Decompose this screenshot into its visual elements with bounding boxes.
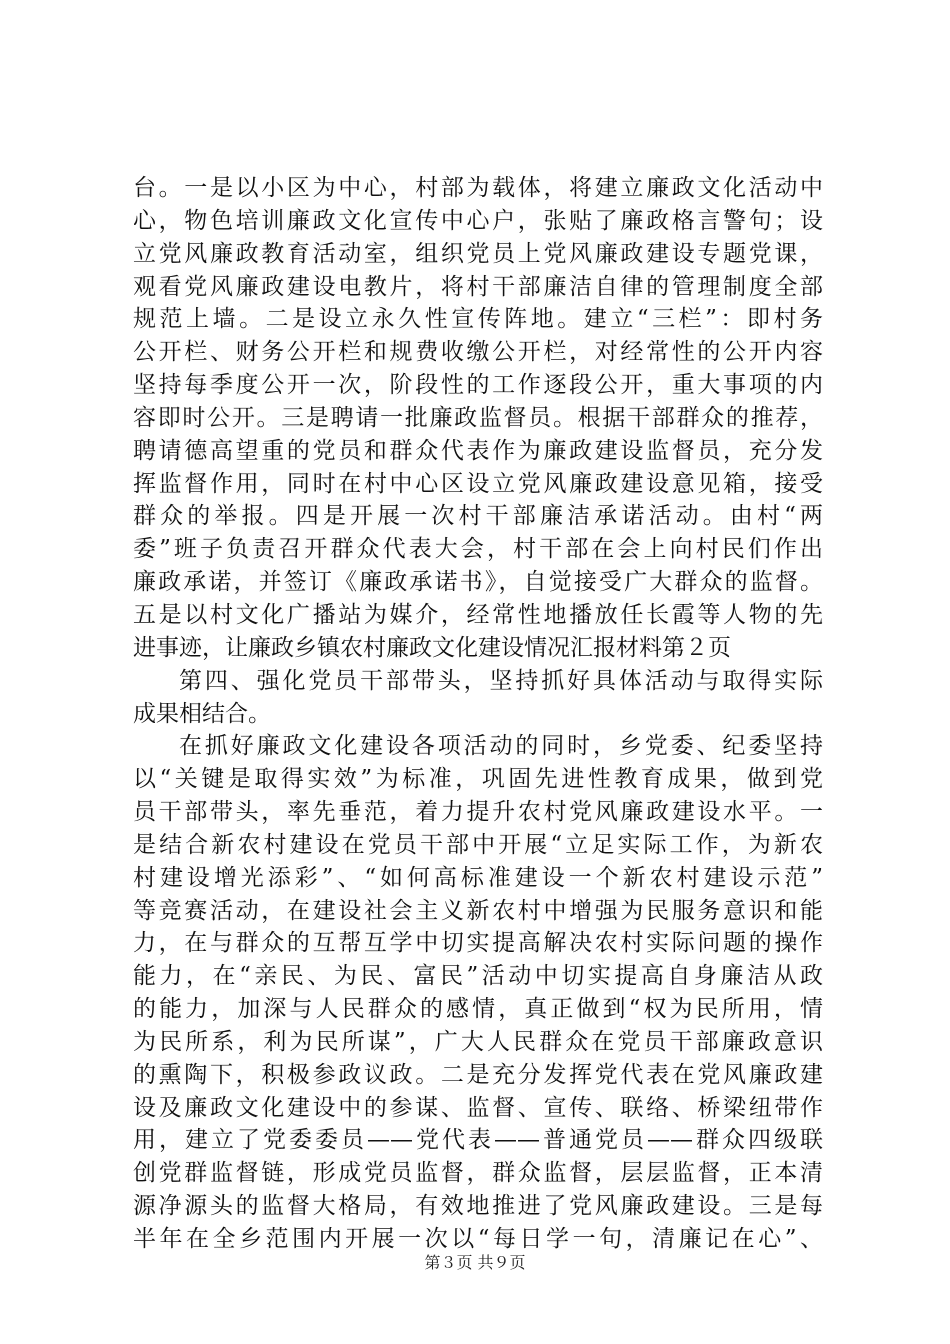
text-line: 源净源头的监督大格局，有效地推进了党风廉政建设。三是每 xyxy=(133,1193,823,1220)
text-line: 等竞赛活动，在建设社会主义新农村中增强为民服务意识和能 xyxy=(133,897,823,924)
text-line: 用，建立了党委委员——党代表——普通党员——群众四级联 xyxy=(133,1127,823,1154)
text-line: 以“关键是取得实效”为标准，巩固先进性教育成果，做到党 xyxy=(133,766,823,793)
text-line: 公开栏、财务公开栏和规费收缴公开栏，对经常性的公开内容 xyxy=(133,339,823,366)
text-line: 观看党风廉政建设电教片，将村干部廉洁自律的管理制度全部 xyxy=(133,273,823,300)
text-line: 委”班子负责召开群众代表大会，村干部在会上向村民们作出 xyxy=(133,536,823,563)
text-line: 半年在全乡范围内开展一次以“每日学一句，清廉记在心”、 xyxy=(133,1226,823,1252)
text-line: 创党群监督链，形成党员监督，群众监督，层层监督，正本清 xyxy=(133,1160,823,1187)
text-line: 五是以村文化广播站为媒介，经常性地播放任长霞等人物的先 xyxy=(133,601,823,628)
text-line: 廉政承诺，并签订《廉政承诺书》，自觉接受广大群众的监督。 xyxy=(133,569,823,596)
text-line: 聘请德高望重的党员和群众代表作为廉政建设监督员，充分发 xyxy=(133,437,823,464)
text-line: 群众的举报。四是开展一次村干部廉洁承诺活动。由村“两 xyxy=(133,503,823,530)
text-line: 村建设增光添彩”、“如何高标准建设一个新农村建设示范” xyxy=(133,864,823,891)
text-line: 是结合新农村建设在党员干部中开展“立足实际工作，为新农 xyxy=(133,831,823,858)
text-line: 设及廉政文化建设中的参谋、监督、宣传、联络、桥梁纽带作 xyxy=(133,1094,823,1121)
text-line: 立党风廉政教育活动室，组织党员上党风廉政建设专题党课， xyxy=(133,240,823,267)
text-line: 台。一是以小区为中心，村部为载体，将建立廉政文化活动中 xyxy=(133,175,823,201)
text-line: 心，物色培训廉政文化宣传中心户，张贴了廉政格言警句；设 xyxy=(133,207,823,234)
text-line: 能力，在“亲民、为民、富民”活动中切实提高自身廉洁从政 xyxy=(133,963,823,990)
text-line: 进事迹，让廉政乡镇农村廉政文化建设情况汇报材料第２页 xyxy=(133,634,731,661)
text-line: 坚持每季度公开一次，阶段性的工作逐段公开，重大事项的内 xyxy=(133,372,823,399)
text-line: 挥监督作用，同时在村中心区设立党风廉政建设意见箱，接受 xyxy=(133,470,823,497)
section-heading-line: 成果相结合。 xyxy=(133,700,271,727)
text-line: 员干部带头，率先垂范，着力提升农村党风廉政建设水平。一 xyxy=(133,799,823,826)
section-heading-line: 第四、强化党员干部带头，坚持抓好具体活动与取得实际 xyxy=(179,667,823,694)
text-line: 容即时公开。三是聘请一批廉政监督员。根据干部群众的推荐， xyxy=(133,404,823,431)
text-line: 力，在与群众的互帮互学中切实提高解决农村实际问题的操作 xyxy=(133,930,823,957)
text-line: 的能力，加深与人民群众的感情，真正做到“权为民所用，情 xyxy=(133,996,823,1023)
paragraph-start-line: 在抓好廉政文化建设各项活动的同时，乡党委、纪委坚持 xyxy=(179,733,823,760)
text-line: 为民所系，利为民所谋”，广大人民群众在党员干部廉政意识 xyxy=(133,1028,823,1055)
text-line: 规范上墙。二是设立永久性宣传阵地。建立“三栏”：即村务 xyxy=(133,306,823,333)
page-number-footer: 第３页 共９页 xyxy=(424,1253,526,1272)
document-body xyxy=(133,172,823,1256)
text-line: 的熏陶下，积极参政议政。二是充分发挥党代表在党风廉政建 xyxy=(133,1061,823,1088)
